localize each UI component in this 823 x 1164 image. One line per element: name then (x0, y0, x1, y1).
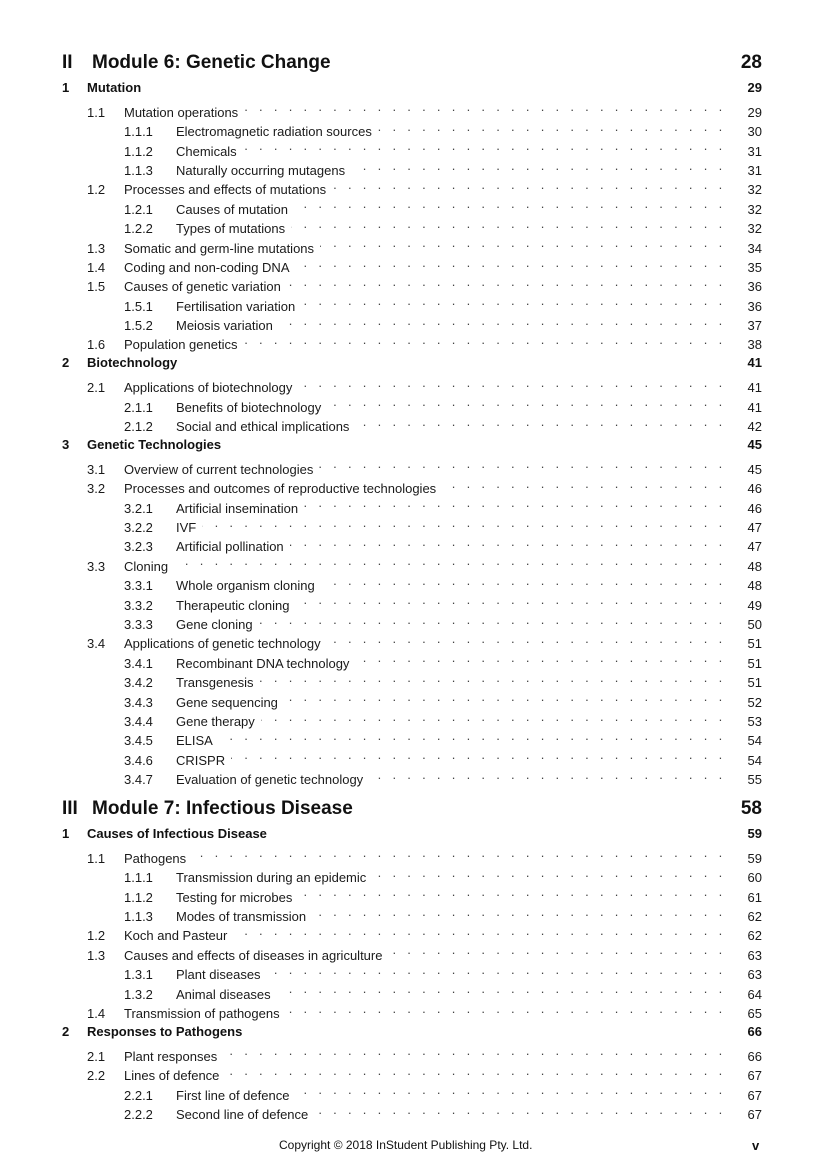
entry-number: 2.1.2 (124, 419, 153, 435)
part-page: 28 (740, 52, 762, 73)
chapter-page: 66 (747, 1023, 762, 1039)
toc-chapter-heading[interactable] (62, 435, 762, 454)
entry-title: Applications of genetic technology (124, 634, 327, 653)
entry-number: 1.1.3 (124, 909, 153, 925)
entry-number: 1.1.2 (124, 889, 153, 905)
toc-section-entry[interactable] (62, 454, 762, 477)
entry-title: Testing for microbes (176, 888, 298, 907)
entry-number: 3.3.2 (124, 597, 153, 613)
entry-title: Lines of defence (124, 1066, 225, 1085)
entry-page: 54 (747, 752, 762, 768)
entry-title: Plant responses (124, 1047, 223, 1066)
entry-page: 55 (747, 772, 762, 788)
toc-chapter-heading[interactable] (62, 78, 762, 97)
entry-page: 29 (747, 104, 762, 120)
part-title: Module 6: Genetic Change (92, 52, 331, 73)
chapter-number: 2 (62, 355, 70, 371)
dot-leader (388, 940, 726, 959)
entry-title: Mutation operations (124, 103, 244, 122)
part-page: 58 (740, 798, 762, 820)
entry-title: Cloning (124, 557, 174, 576)
entry-page: 65 (747, 1005, 762, 1021)
entry-number: 1.5 (87, 279, 106, 295)
chapter-number: 3 (62, 437, 70, 453)
entry-title: Processes and effects of mutations (124, 180, 332, 199)
entry-title: Overview of current technologies (124, 460, 319, 479)
entry-page: 32 (747, 221, 762, 237)
chapter-number: 1 (62, 80, 70, 95)
chapter-page: 29 (747, 80, 762, 95)
chapter-title: Causes of Infectious Disease (87, 826, 267, 842)
dot-leader (312, 902, 726, 921)
entry-number: 1.5.1 (124, 298, 153, 314)
dot-leader (284, 687, 726, 706)
entry-title: Gene therapy (176, 712, 261, 731)
entry-page: 30 (747, 124, 762, 140)
entry-page: 52 (747, 694, 762, 710)
entry-page: 34 (747, 240, 762, 256)
entry-number: 1.2.1 (124, 201, 153, 217)
entry-title: Coding and non-coding DNA (124, 258, 296, 277)
dot-leader (296, 253, 727, 272)
dot-leader (291, 214, 726, 233)
entry-number: 3.4.4 (124, 713, 153, 729)
dot-leader (294, 194, 726, 213)
entry-page: 32 (747, 182, 762, 198)
entry-title: Population genetics (124, 335, 243, 354)
entry-title: Artificial pollination (176, 537, 290, 556)
chapter-number: 1 (62, 826, 70, 842)
entry-number: 3.4 (87, 636, 106, 652)
dot-leader (277, 979, 726, 998)
dot-leader (372, 863, 726, 882)
entry-page: 61 (747, 889, 762, 905)
entry-number: 1.2.2 (124, 221, 153, 237)
entry-page: 62 (747, 928, 762, 944)
entry-page: 50 (747, 616, 762, 632)
chapter-page: 41 (747, 355, 762, 371)
entry-number: 2.2.1 (124, 1087, 153, 1103)
dot-leader (298, 373, 726, 392)
entry-number: 1.3 (87, 947, 106, 963)
dot-leader (327, 629, 726, 648)
dot-leader (295, 1080, 726, 1099)
entry-title: Recombinant DNA technology (176, 654, 355, 673)
entry-page: 31 (747, 162, 762, 178)
entry-title: Gene sequencing (176, 693, 284, 712)
dot-leader (351, 156, 726, 175)
entry-number: 3.2 (87, 481, 106, 497)
entry-number: 3.4.5 (124, 733, 153, 749)
entry-title: Transmission of pathogens (124, 1004, 286, 1023)
entry-page: 54 (747, 733, 762, 749)
entry-page: 35 (747, 259, 762, 275)
entry-number: 3.4.6 (124, 752, 153, 768)
entry-number: 1.2 (87, 182, 106, 198)
entry-title: Second line of defence (176, 1105, 314, 1124)
entry-title: Evaluation of genetic technology (176, 770, 369, 789)
dot-leader (231, 745, 726, 764)
part-title: Module 7: Infectious Disease (92, 798, 353, 820)
entry-number: 1.1 (87, 104, 106, 120)
entry-number: 3.2.2 (124, 519, 153, 535)
entry-title: Whole organism cloning (176, 576, 321, 595)
entry-number: 3.2.1 (124, 500, 153, 516)
toc-part-heading[interactable] (62, 52, 762, 78)
dot-leader (223, 1041, 726, 1060)
entry-page: 41 (747, 380, 762, 396)
entry-number: 3.4.3 (124, 694, 153, 710)
entry-title: Somatic and germ-line mutations (124, 239, 320, 258)
dot-leader (314, 1100, 726, 1119)
dot-leader (355, 648, 726, 667)
chapter-page: 45 (747, 437, 762, 453)
dot-leader (327, 392, 726, 411)
entry-number: 1.1.2 (124, 143, 153, 159)
entry-title: Gene cloning (176, 615, 259, 634)
entry-title: Plant diseases (176, 965, 267, 984)
part-number: II (62, 52, 73, 73)
entry-title: Applications of biotechnology (124, 378, 298, 397)
entry-number: 2.1 (87, 380, 106, 396)
entry-title: Chemicals (176, 142, 243, 161)
entry-number: 1.4 (87, 259, 106, 275)
entry-title: IVF (176, 518, 202, 537)
entry-title: Causes of mutation (176, 200, 294, 219)
entry-page: 51 (747, 675, 762, 691)
entry-page: 60 (747, 870, 762, 886)
entry-number: 3.2.3 (124, 539, 153, 555)
chapter-page: 59 (747, 826, 762, 842)
entry-page: 36 (747, 279, 762, 295)
dot-leader (321, 571, 726, 590)
copyright-notice: Copyright © 2018 InStudent Publishing Pty. Ltd. (279, 1138, 533, 1152)
chapter-number: 2 (62, 1023, 70, 1039)
dot-leader (243, 330, 726, 349)
entry-number: 2.2 (87, 1068, 106, 1084)
entry-title: Electromagnetic radiation sources (176, 122, 378, 141)
entry-title: Social and ethical implications (176, 417, 355, 436)
entry-page: 51 (747, 655, 762, 671)
entry-page: 62 (747, 909, 762, 925)
entry-page: 31 (747, 143, 762, 159)
entry-number: 3.4.7 (124, 772, 153, 788)
dot-leader (286, 999, 726, 1018)
entry-page: 67 (747, 1087, 762, 1103)
entry-title: Transgenesis (176, 673, 260, 692)
entry-page: 47 (747, 519, 762, 535)
entry-number: 3.1 (87, 461, 106, 477)
entry-page: 67 (747, 1068, 762, 1084)
dot-leader (192, 843, 726, 862)
entry-number: 3.3.3 (124, 616, 153, 632)
entry-page: 63 (747, 947, 762, 963)
entry-number: 1.1 (87, 850, 106, 866)
chapter-title: Responses to Pathogens (87, 1023, 243, 1039)
entry-title: Naturally occurring mutagens (176, 161, 351, 180)
entry-title: Pathogens (124, 849, 192, 868)
entry-page: 46 (747, 481, 762, 497)
entry-title: CRISPR (176, 751, 231, 770)
entry-number: 3.3 (87, 558, 106, 574)
dot-leader (287, 272, 726, 291)
entry-title: Causes of genetic variation (124, 277, 287, 296)
dot-leader (225, 1061, 726, 1080)
entry-page: 66 (747, 1048, 762, 1064)
entry-title: Causes and effects of diseases in agriculture (124, 946, 388, 965)
entry-title: Animal diseases (176, 985, 277, 1004)
entry-number: 2.2.2 (124, 1106, 153, 1122)
entry-page: 45 (747, 461, 762, 477)
entry-page: 47 (747, 539, 762, 555)
entry-page: 37 (747, 318, 762, 334)
entry-title: Fertilisation variation (176, 297, 301, 316)
entry-number: 2.1.1 (124, 399, 153, 415)
entry-page: 36 (747, 298, 762, 314)
dot-leader (279, 311, 726, 330)
dot-leader (259, 610, 726, 629)
entry-number: 1.4 (87, 1005, 106, 1021)
entry-number: 1.5.2 (124, 318, 153, 334)
entry-title: ELISA (176, 731, 219, 750)
toc-chapter-heading[interactable] (62, 353, 762, 372)
dot-leader (320, 233, 726, 252)
part-number: III (62, 798, 78, 820)
entry-number: 1.1.1 (124, 870, 153, 886)
dot-leader (332, 175, 726, 194)
entry-page: 46 (747, 500, 762, 516)
dot-leader (295, 590, 726, 609)
toc-section-entry[interactable] (62, 373, 762, 396)
entry-title: Processes and outcomes of reproductive technologies (124, 479, 442, 498)
dot-leader (219, 726, 726, 745)
entry-number: 1.3.1 (124, 967, 153, 983)
toc-section-entry[interactable] (62, 97, 762, 120)
entry-number: 1.1.3 (124, 162, 153, 178)
entry-number: 1.3 (87, 240, 106, 256)
page-number: v (752, 1138, 760, 1153)
entry-page: 49 (747, 597, 762, 613)
entry-page: 42 (747, 419, 762, 435)
chapter-title: Biotechnology (87, 355, 178, 371)
entry-number: 3.3.1 (124, 578, 153, 594)
entry-title: Types of mutations (176, 219, 291, 238)
entry-title: Therapeutic cloning (176, 596, 295, 615)
dot-leader (244, 97, 726, 116)
table-of-contents (62, 52, 762, 1122)
chapter-title: Genetic Technologies (87, 437, 222, 453)
entry-page: 67 (747, 1106, 762, 1122)
entry-title: Meiosis variation (176, 316, 279, 335)
toc-section-entry[interactable] (62, 843, 762, 866)
entry-page: 63 (747, 967, 762, 983)
entry-page: 53 (747, 713, 762, 729)
entry-page: 51 (747, 636, 762, 652)
dot-leader (378, 117, 726, 136)
toc-chapter-heading[interactable] (62, 1022, 762, 1041)
entry-page: 59 (747, 850, 762, 866)
chapter-title: Mutation (87, 80, 142, 95)
dot-leader (261, 707, 726, 726)
entry-number: 1.6 (87, 337, 106, 353)
entry-number: 3.4.1 (124, 655, 153, 671)
entry-title: Benefits of biotechnology (176, 398, 327, 417)
entry-number: 3.4.2 (124, 675, 153, 691)
entry-page: 32 (747, 201, 762, 217)
entry-title: Artificial insemination (176, 499, 304, 518)
entry-title: Transmission during an epidemic (176, 868, 372, 887)
toc-part-heading[interactable] (62, 798, 762, 824)
entry-page: 48 (747, 558, 762, 574)
entry-number: 1.1.1 (124, 124, 153, 140)
entry-page: 38 (747, 337, 762, 353)
entry-page: 41 (747, 399, 762, 415)
dot-leader (369, 765, 726, 784)
toc-chapter-heading[interactable] (62, 824, 762, 843)
entry-title: First line of defence (176, 1086, 295, 1105)
dot-leader (355, 412, 726, 431)
dot-leader (290, 532, 726, 551)
entry-title: Koch and Pasteur (124, 926, 233, 945)
entry-number: 2.1 (87, 1048, 106, 1064)
dot-leader (301, 291, 726, 310)
dot-leader (319, 454, 726, 473)
entry-page: 48 (747, 578, 762, 594)
entry-number: 1.2 (87, 928, 106, 944)
dot-leader (442, 474, 726, 493)
entry-number: 1.3.2 (124, 986, 153, 1002)
entry-title: Modes of transmission (176, 907, 312, 926)
toc-section-entry[interactable] (62, 1041, 762, 1064)
entry-page: 64 (747, 986, 762, 1002)
